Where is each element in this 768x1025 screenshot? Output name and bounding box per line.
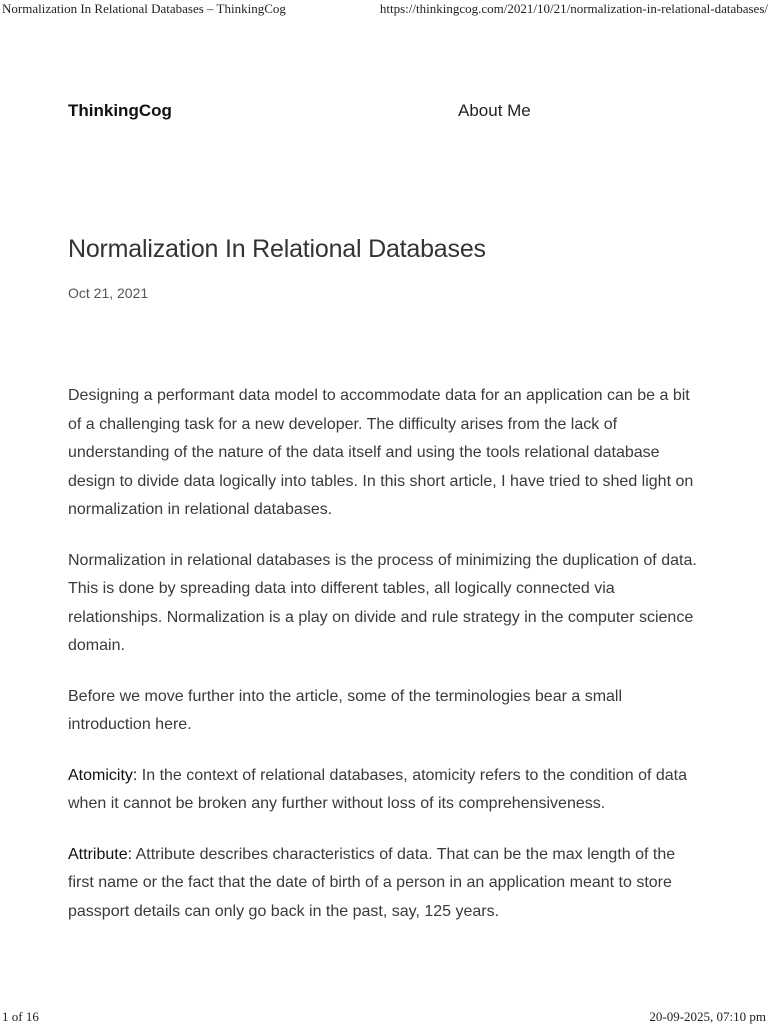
paragraph-normalization: Normalization in relational databases is the process of minimizing the duplication of data. This is done by spreading data into different tables, all logically connected via relationships. Normalization is a play on divide and rule strategy in the computer science domain. bbox=[68, 551, 697, 654]
post-title: Normalization In Relational Databases bbox=[68, 235, 486, 263]
print-footer-timestamp: 20-09-2025, 07:10 pm bbox=[649, 1009, 766, 1024]
definition-text-attribute: Attribute describes characteristics of data. That can be the max length of the first name or the fact that the date of birth of a person in an application meant to store passport details can only go back in the past, say, 125 years. bbox=[68, 845, 676, 920]
post-date: Oct 21, 2021 bbox=[68, 285, 149, 301]
definition-term-attribute: Attribute: bbox=[68, 845, 133, 863]
definition-atomicity bbox=[68, 762, 700, 819]
print-header-title: Normalization In Relational Databases – ThinkingCog bbox=[2, 1, 286, 16]
site-title-link[interactable]: ThinkingCog bbox=[68, 101, 172, 120]
paragraph-terminology: Before we move further into the article, some of the terminologies bear a small introduction here. bbox=[68, 687, 623, 733]
definition-attribute bbox=[68, 841, 700, 927]
print-header-url: https://thinkingcog.com/2021/10/21/normalization-in-relational-databases/ bbox=[379, 1, 768, 16]
print-footer-page: 1 of 16 bbox=[2, 1009, 39, 1024]
nav-link-about-me[interactable]: About Me bbox=[458, 101, 531, 120]
article-body bbox=[68, 382, 700, 948]
paragraph-intro: Designing a performant data model to accommodate data for an application can be a bit of a challenging task for a new developer. The difficulty arises from the lack of understanding of the nature of the data itself and using the tools relational database design to divide data logically into tables. In this short article, I have tried to shed light on normalization in relational databases. bbox=[68, 387, 694, 518]
definition-term-atomicity: Atomicity: bbox=[68, 766, 138, 784]
definition-text-atomicity: In the context of relational databases, atomicity refers to the condition of data when it cannot be broken any further without loss of its comprehensiveness. bbox=[68, 766, 687, 812]
